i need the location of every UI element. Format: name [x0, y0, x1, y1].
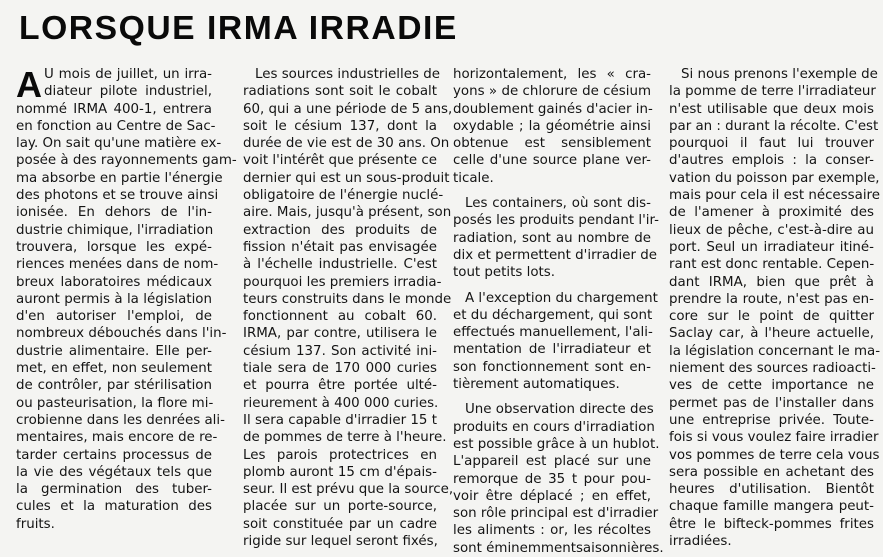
- text-line: vos pommes de terre cela vous: [669, 447, 880, 463]
- article-title: LORSQUE IRMA IRRADIE: [19, 9, 458, 46]
- text-line: être le bifteck-pommes frites: [669, 516, 874, 532]
- text-line: soit le césium 137, dont la: [243, 118, 437, 134]
- text-line: seur. Il est prévu que la source,: [243, 482, 454, 498]
- text-line: son rôle principal est d'irradier: [453, 506, 659, 522]
- text-line: trouvera, lorsque les expé-: [16, 239, 212, 255]
- text-line: une entreprise privée. Toute-: [669, 412, 874, 428]
- text-line: cules et la maturation des: [16, 499, 212, 515]
- text-line: crobienne dans les denrées ali-: [16, 412, 225, 428]
- text-line: A l'exception du chargement: [465, 290, 658, 306]
- text-line: voit l'intérêt que présente ce: [243, 153, 437, 169]
- text-line: de contrôler, par stérilisation: [16, 378, 212, 394]
- text-line: tiale sera de 170 000 curies: [243, 361, 437, 377]
- text-line: ticale.: [453, 170, 494, 186]
- text-line: met, en effet, non seulement: [16, 361, 212, 377]
- text-line: la législation concernant le ma-: [669, 343, 881, 359]
- text-line: par an : durant la récolte. C'est: [669, 118, 879, 134]
- text-line: obligatoire de l'énergie nuclé-: [243, 188, 444, 204]
- text-line: horizontalement, les « cra-: [453, 67, 651, 82]
- text-line: heures d'utilisation. Bientôt: [669, 482, 874, 498]
- text-line: dustrie chimique, l'irradiation: [16, 222, 214, 238]
- text-line: prendre la route, n'est pas en-: [669, 291, 874, 307]
- text-line: pourquoi les premiers irradia-: [243, 274, 442, 290]
- text-line: à l'échelle industrielle. C'est: [243, 257, 437, 273]
- text-line: port. Seul un irradiateur itiné-: [669, 239, 874, 255]
- text-line: produits en cours d'irradiation: [453, 419, 655, 435]
- text-line: celle d'une source plane ver-: [453, 153, 651, 169]
- text-line: mentation de l'irradiateur et: [453, 342, 651, 358]
- paragraph-gap: [453, 282, 651, 290]
- text-line: Les parois protectrices en: [243, 447, 437, 463]
- text-line: fission n'était pas envisagée: [243, 239, 437, 255]
- text-line: tarder certains processus de: [16, 447, 212, 463]
- text-line: lieux de pêche, c'est-à-dire au: [669, 222, 874, 238]
- first-paragraph-opening: [16, 64, 212, 105]
- text-line: sont éminemmentsaisonnières.: [453, 540, 664, 556]
- text-line: permet pas de l'installer dans: [669, 395, 874, 411]
- text-line: les aliments : or, les récoltes: [453, 523, 651, 539]
- text-line: Il sera capable d'irradier 15 t: [243, 412, 437, 428]
- text-line: lay. On sait qu'une matière ex-: [16, 136, 222, 152]
- paragraph: [453, 401, 664, 557]
- text-line: de pommes de terre à l'heure.: [243, 430, 447, 446]
- text-line: n'est utilisable que deux mois: [669, 101, 874, 117]
- text-line: rigide sur lequel seront fixés,: [243, 534, 438, 550]
- text-line: placée sur un porte-source,: [243, 499, 437, 515]
- column-1: [16, 64, 237, 533]
- text-line: remorque de 35 t pour pou-: [453, 471, 651, 487]
- text-line: posée à des rayonnements gam-: [16, 153, 237, 169]
- text-line: Les containers, où sont dis-: [465, 196, 651, 212]
- text-line: fruits.: [16, 516, 55, 532]
- drop-cap: A: [16, 64, 42, 105]
- paragraph-gap: [453, 187, 651, 195]
- text-line: core sur le point de quitter: [669, 309, 874, 325]
- text-line: plomb auront 15 cm d'épais-: [243, 464, 437, 480]
- text-line: nommé IRMA 400-1, entrera: [16, 101, 212, 117]
- text-line: mentaires, mais encore de re-: [16, 430, 218, 446]
- text-line: d'en autoriser l'emploi, de: [16, 309, 212, 325]
- text-line: dant IRMA, bien que prêt à: [669, 274, 874, 290]
- column-3-body: [453, 66, 664, 557]
- text-line: ves de cette importance ne: [669, 378, 874, 394]
- text-line: vation du poisson par exemple,: [669, 170, 880, 186]
- text-line: L'appareil est placé sur une: [453, 454, 651, 470]
- text-line: soit constituée par un cadre: [243, 516, 437, 532]
- text-line: fois si vous voulez faire irradier: [669, 430, 879, 446]
- text-line: Saclay car, à l'heure actuelle,: [669, 326, 874, 342]
- column-4: [669, 66, 881, 550]
- text-line: durée de vie est de 30 ans. On: [243, 136, 450, 152]
- text-line: extraction des produits de: [243, 222, 437, 238]
- text-line: oxydable ; la géométrie ainsi: [453, 118, 651, 134]
- text-line: et pourra être portée ulté-: [243, 378, 437, 394]
- paragraph: [453, 66, 651, 187]
- text-line: irradiées.: [669, 534, 732, 550]
- text-line: dix et permettent d'irradier de: [453, 247, 658, 263]
- text-line: posés les produits pendant l'ir-: [453, 213, 659, 229]
- column-4-body: [669, 66, 881, 550]
- text-line: radiations sont soit le cobalt: [243, 84, 437, 100]
- text-line: en fonction au Centre de Sac-: [16, 118, 216, 134]
- text-line: la germination des tuber-: [16, 482, 212, 498]
- text-line: voir être déplacé ; en effet,: [453, 488, 651, 504]
- text-line: dernier qui est un sous-produit: [243, 170, 450, 186]
- text-line: tout petits lots.: [453, 265, 556, 281]
- column-2-body: [243, 66, 454, 550]
- text-line: Si nous prenons l'exemple de: [681, 67, 878, 82]
- text-line: IRMA, par contre, utilisera le: [243, 326, 437, 342]
- text-line: est possible grâce à un hublot.: [453, 436, 660, 452]
- text-line: doublement gainés d'acier in-: [453, 101, 653, 117]
- text-line: diateur pilote industriel,: [44, 84, 212, 100]
- text-line: chaque famille mangera peut-: [669, 499, 874, 515]
- text-line: radiation, sont au nombre de: [453, 230, 651, 246]
- text-line: mais pour cela il est nécessaire: [669, 188, 881, 204]
- column-1-body: [16, 101, 237, 533]
- text-line: la pomme de terre l'irradiateur: [669, 84, 876, 100]
- text-line: d'autres emplois : la conser-: [669, 153, 874, 169]
- paragraph-gap: [453, 393, 651, 401]
- text-line: U mois de juillet, un irra-: [44, 67, 212, 82]
- text-line: rieurement à 400 000 curies.: [243, 395, 439, 411]
- paragraph: [453, 195, 659, 281]
- column-3: [453, 66, 664, 557]
- text-line: rant est donc rentable. Cepen-: [669, 257, 875, 273]
- text-line: et du déchargement, qui sont: [453, 307, 653, 323]
- text-line: yons » de chlorure de césium: [453, 84, 651, 100]
- text-line: sera possible en achetant des: [669, 464, 874, 480]
- text-line: la vie des végétaux tels que: [16, 464, 212, 480]
- text-line: son fonctionnement sont en-: [453, 359, 651, 375]
- text-line: aire. Mais, jusqu'à présent, son: [243, 205, 452, 221]
- column-2: [243, 66, 454, 550]
- text-line: ionisée. En dehors de l'in-: [16, 205, 212, 221]
- text-line: dustrie alimentaire. Elle per-: [16, 343, 212, 359]
- text-line: auront permis à la législation: [16, 291, 212, 307]
- text-line: fonctionnent au cobalt 60.: [243, 309, 437, 325]
- text-line: ma absorbe en partie l'énergie: [16, 170, 223, 186]
- text-line: Les sources industrielles de: [255, 67, 440, 82]
- paragraph: [453, 290, 658, 394]
- text-line: ou pasteurisation, la flore mi-: [16, 395, 214, 411]
- text-line: riences menées dans de nom-: [16, 257, 219, 273]
- text-line: pourquoi il faut lui trouver: [669, 136, 874, 152]
- text-line: de l'amener à proximité des: [669, 205, 874, 221]
- text-line: 60, qui a une période de 5 ans,: [243, 101, 453, 117]
- text-line: breux laboratoires médicaux: [16, 274, 212, 290]
- text-line: effectués manuellement, l'ali-: [453, 325, 653, 341]
- text-line: teurs construits dans le monde: [243, 291, 452, 307]
- text-line: nombreux débouchés dans l'in-: [16, 326, 227, 342]
- text-line: niement des sources radioacti-: [669, 361, 876, 377]
- text-line: Une observation directe des: [465, 402, 654, 418]
- text-line: des photons et se trouve ainsi: [16, 188, 219, 204]
- text-line: tièrement automatiques.: [453, 377, 620, 393]
- text-line: césium 137. Son activité ini-: [243, 343, 437, 359]
- text-line: obtenue est sensiblement: [453, 136, 651, 152]
